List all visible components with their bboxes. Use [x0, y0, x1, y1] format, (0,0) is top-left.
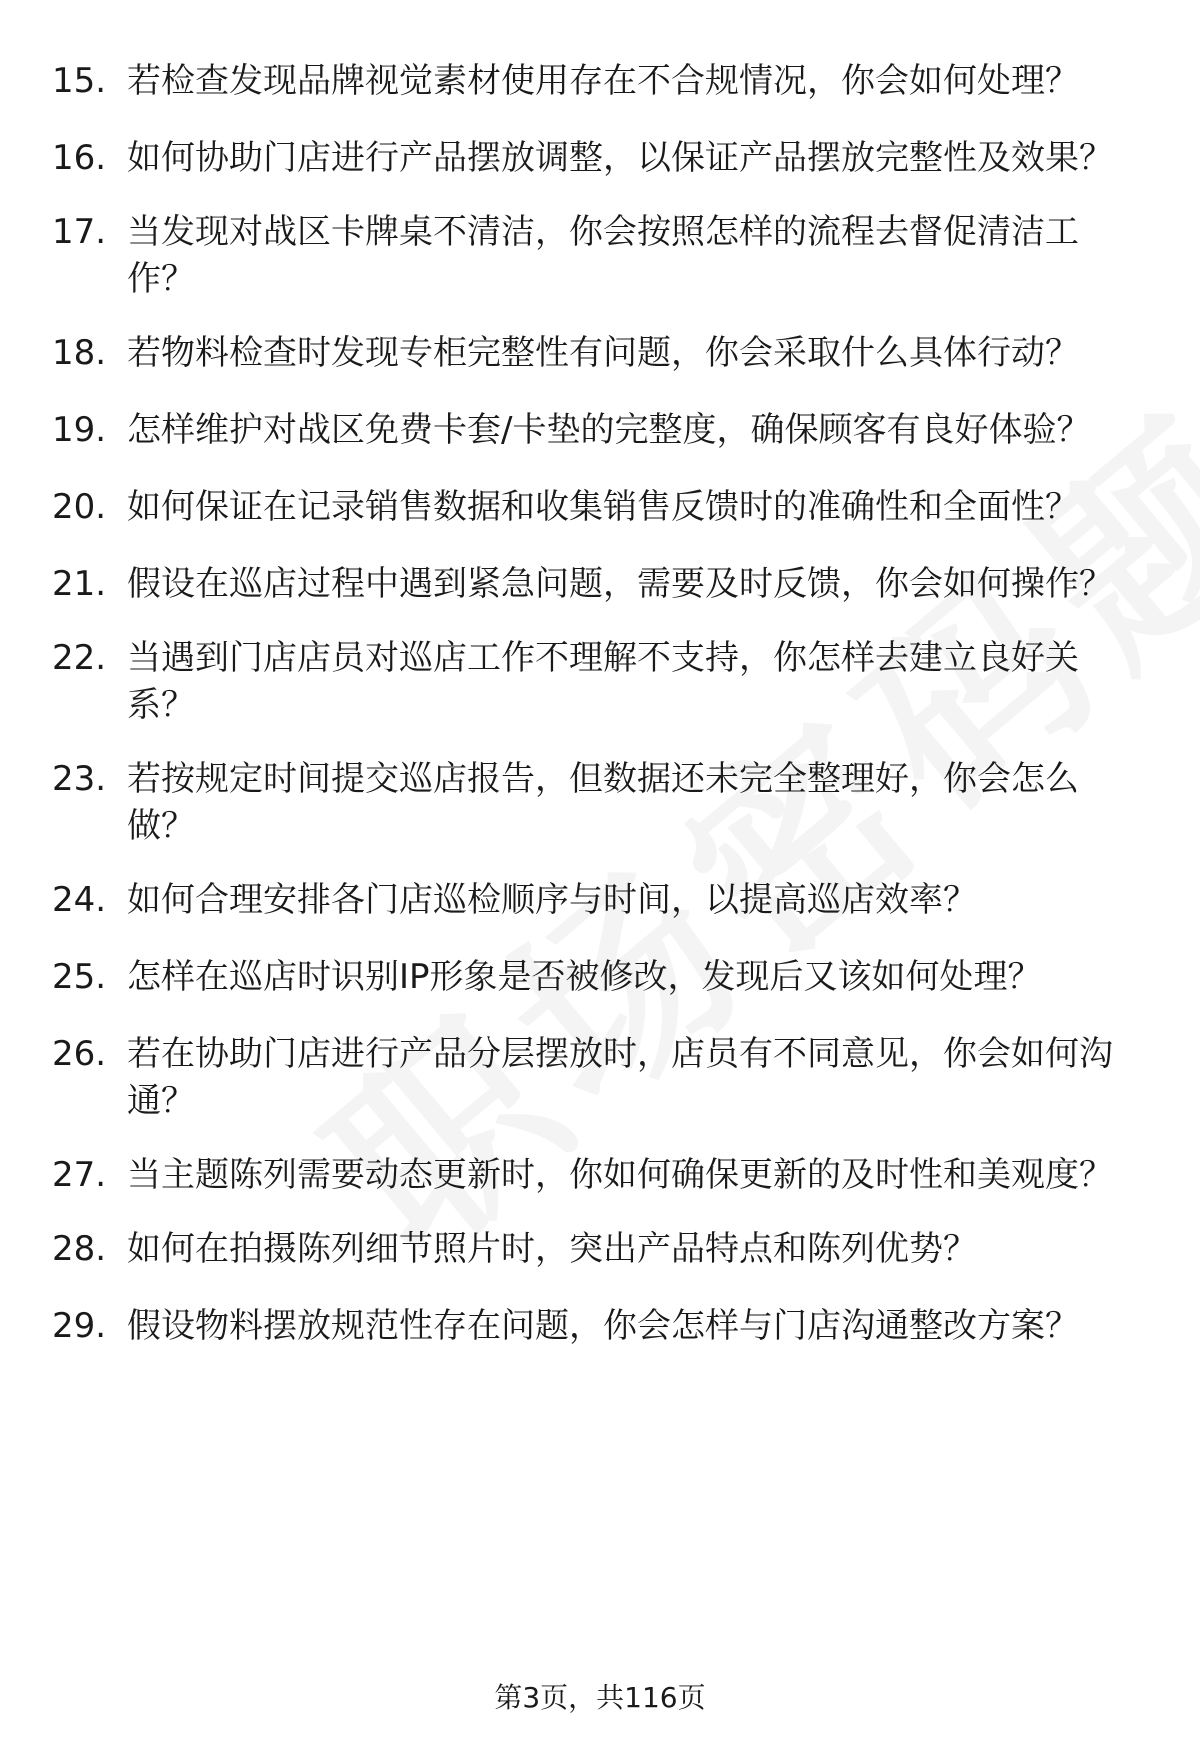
question-number: 18.	[52, 333, 107, 373]
question-item	[0, 756, 1200, 850]
question-text: 假设在巡店过程中遇到紧急问题，需要及时反馈，你会如何操作？	[127, 564, 1113, 604]
question-item	[0, 1031, 1200, 1125]
question-number: 21.	[52, 564, 107, 604]
question-text: 如何保证在记录销售数据和收集销售反馈时的准确性和全面性？	[127, 487, 1079, 527]
question-text: 如何合理安排各门店巡检顺序与时间，以提高巡店效率？	[127, 880, 977, 920]
question-item	[0, 1152, 1200, 1199]
question-text: 当主题陈列需要动态更新时，你如何确保更新的及时性和美观度？	[127, 1155, 1113, 1195]
question-item	[0, 561, 1200, 608]
question-number: 23.	[52, 759, 107, 799]
question-number: 29.	[52, 1306, 107, 1346]
question-text: 假设物料摆放规范性存在问题，你会怎样与门店沟通整改方案？	[127, 1306, 1079, 1346]
question-text: 如何协助门店进行产品摆放调整，以保证产品摆放完整性及效果？	[127, 138, 1113, 178]
question-item	[0, 58, 1200, 105]
question-text: 当发现对战区卡牌桌不清洁，你会按照怎样的流程去督促清洁工作？	[127, 212, 1079, 299]
question-item	[0, 1226, 1200, 1273]
question-number: 25.	[52, 957, 107, 997]
question-text: 若在协助门店进行产品分层摆放时，店员有不同意见，你会如何沟通？	[127, 1034, 1113, 1121]
question-item	[0, 484, 1200, 531]
question-item	[0, 877, 1200, 924]
question-number: 26.	[52, 1034, 107, 1074]
question-number: 17.	[52, 212, 107, 252]
question-text: 怎样维护对战区免费卡套/卡垫的完整度，确保顾客有良好体验？	[127, 410, 1091, 450]
question-number: 15.	[52, 61, 107, 101]
question-text: 当遇到门店店员对巡店工作不理解不支持，你怎样去建立良好关系？	[127, 638, 1079, 725]
question-item	[0, 135, 1200, 182]
question-number: 20.	[52, 487, 107, 527]
question-number: 16.	[52, 138, 107, 178]
question-item	[0, 209, 1200, 303]
question-text: 如何在拍摄陈列细节照片时，突出产品特点和陈列优势？	[127, 1229, 977, 1269]
question-number: 22.	[52, 638, 107, 678]
question-text: 若检查发现品牌视觉素材使用存在不合规情况，你会如何处理？	[127, 61, 1079, 101]
question-number: 24.	[52, 880, 107, 920]
question-number: 27.	[52, 1155, 107, 1195]
question-text: 怎样在巡店时识别IP形象是否被修改，发现后又该如何处理？	[127, 957, 1042, 997]
question-list	[0, 58, 1200, 1350]
question-item	[0, 1303, 1200, 1350]
question-text: 若物料检查时发现专柜完整性有问题，你会采取什么具体行动？	[127, 333, 1079, 373]
page-footer: 第3页，共116页	[494, 1681, 706, 1714]
question-text: 若按规定时间提交巡店报告，但数据还未完全整理好，你会怎么做？	[127, 759, 1079, 846]
question-item	[0, 330, 1200, 377]
question-item	[0, 954, 1200, 1001]
question-number: 28.	[52, 1229, 107, 1269]
question-item	[0, 635, 1200, 729]
question-item	[0, 407, 1200, 454]
question-number: 19.	[52, 410, 107, 450]
